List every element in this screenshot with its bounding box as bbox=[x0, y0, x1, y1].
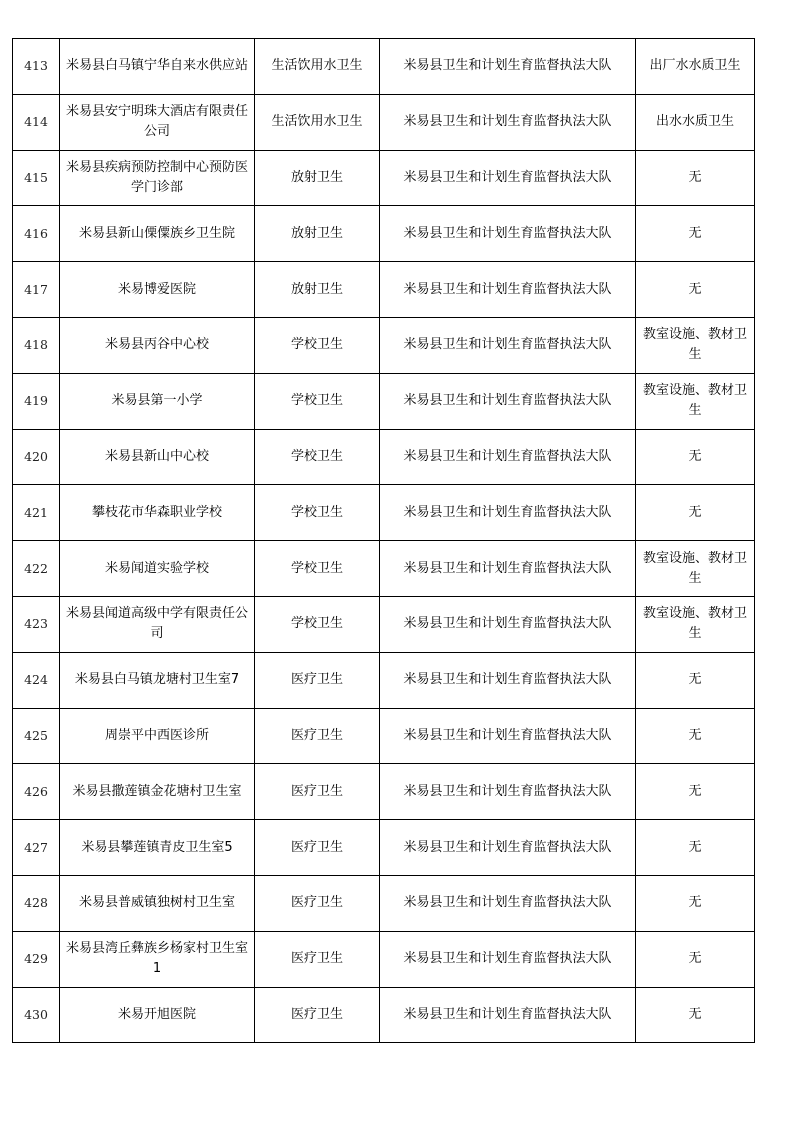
table-row bbox=[13, 94, 755, 150]
unit-name: 米易县第一小学 bbox=[60, 373, 255, 429]
inspection-table bbox=[12, 38, 755, 1043]
table-row bbox=[13, 150, 755, 206]
inspection-item: 无 bbox=[636, 262, 755, 318]
table-row bbox=[13, 931, 755, 987]
agency: 米易县卫生和计划生育监督执法大队 bbox=[380, 262, 636, 318]
table-row bbox=[13, 708, 755, 764]
category: 学校卫生 bbox=[255, 429, 380, 485]
row-number: 428 bbox=[13, 875, 60, 931]
inspection-item: 教室设施、教材卫生 bbox=[636, 317, 755, 373]
agency: 米易县卫生和计划生育监督执法大队 bbox=[380, 875, 636, 931]
row-number: 417 bbox=[13, 262, 60, 318]
category: 医疗卫生 bbox=[255, 931, 380, 987]
unit-name: 米易县新山傈僳族乡卫生院 bbox=[60, 206, 255, 262]
table-row bbox=[13, 875, 755, 931]
unit-name: 米易开旭医院 bbox=[60, 987, 255, 1043]
row-number: 420 bbox=[13, 429, 60, 485]
row-number: 413 bbox=[13, 39, 60, 95]
unit-name: 米易县攀莲镇青皮卫生室5 bbox=[60, 820, 255, 876]
unit-name: 米易博爱医院 bbox=[60, 262, 255, 318]
agency: 米易县卫生和计划生育监督执法大队 bbox=[380, 931, 636, 987]
unit-name: 米易县丙谷中心校 bbox=[60, 317, 255, 373]
table-row bbox=[13, 541, 755, 597]
category: 学校卫生 bbox=[255, 596, 380, 652]
table-row bbox=[13, 596, 755, 652]
table-row bbox=[13, 373, 755, 429]
table-row bbox=[13, 652, 755, 708]
table-row bbox=[13, 820, 755, 876]
row-number: 422 bbox=[13, 541, 60, 597]
unit-name: 米易县疾病预防控制中心预防医学门诊部 bbox=[60, 150, 255, 206]
category: 放射卫生 bbox=[255, 262, 380, 318]
agency: 米易县卫生和计划生育监督执法大队 bbox=[380, 373, 636, 429]
row-number: 429 bbox=[13, 931, 60, 987]
agency: 米易县卫生和计划生育监督执法大队 bbox=[380, 541, 636, 597]
inspection-item: 无 bbox=[636, 429, 755, 485]
inspection-item: 无 bbox=[636, 875, 755, 931]
agency: 米易县卫生和计划生育监督执法大队 bbox=[380, 150, 636, 206]
table-row bbox=[13, 987, 755, 1043]
category: 放射卫生 bbox=[255, 206, 380, 262]
category: 生活饮用水卫生 bbox=[255, 94, 380, 150]
unit-name: 米易县安宁明珠大酒店有限责任公司 bbox=[60, 94, 255, 150]
row-number: 416 bbox=[13, 206, 60, 262]
inspection-item: 无 bbox=[636, 931, 755, 987]
agency: 米易县卫生和计划生育监督执法大队 bbox=[380, 485, 636, 541]
category: 医疗卫生 bbox=[255, 820, 380, 876]
agency: 米易县卫生和计划生育监督执法大队 bbox=[380, 708, 636, 764]
category: 放射卫生 bbox=[255, 150, 380, 206]
inspection-item: 教室设施、教材卫生 bbox=[636, 541, 755, 597]
inspection-item: 无 bbox=[636, 764, 755, 820]
category: 学校卫生 bbox=[255, 485, 380, 541]
inspection-item: 出厂水水质卫生 bbox=[636, 39, 755, 95]
category: 生活饮用水卫生 bbox=[255, 39, 380, 95]
row-number: 426 bbox=[13, 764, 60, 820]
agency: 米易县卫生和计划生育监督执法大队 bbox=[380, 317, 636, 373]
row-number: 424 bbox=[13, 652, 60, 708]
table-row bbox=[13, 206, 755, 262]
row-number: 419 bbox=[13, 373, 60, 429]
agency: 米易县卫生和计划生育监督执法大队 bbox=[380, 987, 636, 1043]
table-row bbox=[13, 764, 755, 820]
agency: 米易县卫生和计划生育监督执法大队 bbox=[380, 429, 636, 485]
row-number: 423 bbox=[13, 596, 60, 652]
unit-name: 米易县新山中心校 bbox=[60, 429, 255, 485]
table-row bbox=[13, 262, 755, 318]
inspection-item: 无 bbox=[636, 987, 755, 1043]
unit-name: 周崇平中西医诊所 bbox=[60, 708, 255, 764]
row-number: 418 bbox=[13, 317, 60, 373]
category: 医疗卫生 bbox=[255, 652, 380, 708]
inspection-item: 出水水质卫生 bbox=[636, 94, 755, 150]
inspection-item: 教室设施、教材卫生 bbox=[636, 596, 755, 652]
category: 医疗卫生 bbox=[255, 708, 380, 764]
unit-name: 米易闻道实验学校 bbox=[60, 541, 255, 597]
unit-name: 攀枝花市华森职业学校 bbox=[60, 485, 255, 541]
inspection-item: 无 bbox=[636, 485, 755, 541]
category: 学校卫生 bbox=[255, 317, 380, 373]
row-number: 414 bbox=[13, 94, 60, 150]
agency: 米易县卫生和计划生育监督执法大队 bbox=[380, 596, 636, 652]
table-row bbox=[13, 39, 755, 95]
table-row bbox=[13, 429, 755, 485]
unit-name: 米易县白马镇龙塘村卫生室7 bbox=[60, 652, 255, 708]
category: 学校卫生 bbox=[255, 373, 380, 429]
inspection-item: 无 bbox=[636, 652, 755, 708]
agency: 米易县卫生和计划生育监督执法大队 bbox=[380, 652, 636, 708]
unit-name: 米易县湾丘彝族乡杨家村卫生室1 bbox=[60, 931, 255, 987]
unit-name: 米易县撒莲镇金花塘村卫生室 bbox=[60, 764, 255, 820]
inspection-table-body bbox=[13, 39, 755, 1043]
row-number: 427 bbox=[13, 820, 60, 876]
table-row bbox=[13, 317, 755, 373]
category: 医疗卫生 bbox=[255, 987, 380, 1043]
inspection-item: 无 bbox=[636, 708, 755, 764]
unit-name: 米易县普威镇独树村卫生室 bbox=[60, 875, 255, 931]
agency: 米易县卫生和计划生育监督执法大队 bbox=[380, 94, 636, 150]
unit-name: 米易县白马镇宁华自来水供应站 bbox=[60, 39, 255, 95]
row-number: 430 bbox=[13, 987, 60, 1043]
row-number: 425 bbox=[13, 708, 60, 764]
inspection-item: 无 bbox=[636, 150, 755, 206]
category: 医疗卫生 bbox=[255, 875, 380, 931]
inspection-item: 无 bbox=[636, 206, 755, 262]
row-number: 421 bbox=[13, 485, 60, 541]
inspection-item: 教室设施、教材卫生 bbox=[636, 373, 755, 429]
inspection-item: 无 bbox=[636, 820, 755, 876]
agency: 米易县卫生和计划生育监督执法大队 bbox=[380, 206, 636, 262]
category: 医疗卫生 bbox=[255, 764, 380, 820]
category: 学校卫生 bbox=[255, 541, 380, 597]
unit-name: 米易县闻道高级中学有限责任公司 bbox=[60, 596, 255, 652]
agency: 米易县卫生和计划生育监督执法大队 bbox=[380, 820, 636, 876]
table-row bbox=[13, 485, 755, 541]
agency: 米易县卫生和计划生育监督执法大队 bbox=[380, 764, 636, 820]
agency: 米易县卫生和计划生育监督执法大队 bbox=[380, 39, 636, 95]
row-number: 415 bbox=[13, 150, 60, 206]
